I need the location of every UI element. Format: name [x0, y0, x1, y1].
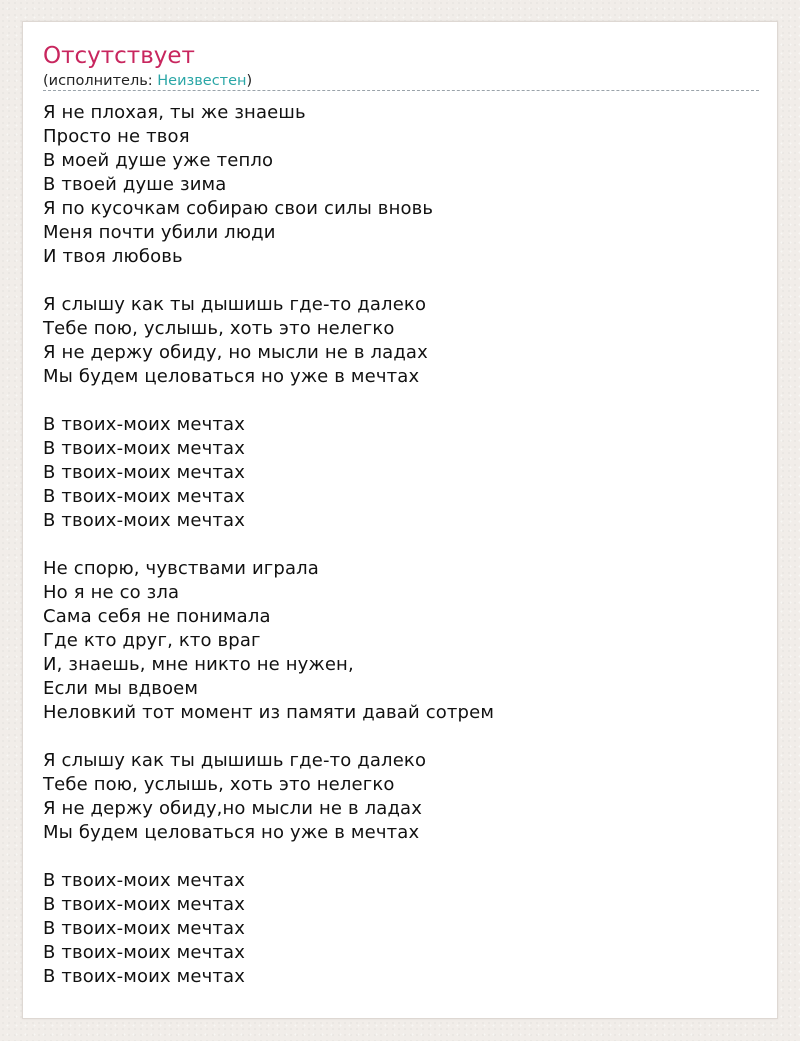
- stanza: [43, 557, 759, 725]
- stanza: [43, 869, 759, 989]
- lyric-line: Мы будем целоваться но уже в мечтах: [43, 366, 420, 387]
- lyric-line: Мы будем целоваться но уже в мечтах: [43, 822, 420, 843]
- lyric-line: Меня почти убили люди: [43, 222, 276, 243]
- artist-prefix: (исполнитель:: [43, 73, 158, 89]
- artist-line: [43, 72, 252, 90]
- artist-link[interactable]: Неизвестен: [157, 73, 247, 89]
- lyric-line: И твоя любовь: [43, 246, 183, 267]
- lyric-line: В твоих-моих мечтах: [43, 486, 245, 507]
- lyric-line: Я не держу обиду,но мысли не в ладах: [43, 798, 423, 819]
- lyrics-card: [22, 21, 778, 1019]
- lyric-line: Я по кусочкам собираю свои силы вновь: [43, 198, 434, 219]
- lyric-line: Тебе пою, услышь, хоть это нелегко: [43, 318, 395, 339]
- song-title: Отсутствует: [43, 43, 195, 69]
- stanza: [43, 293, 759, 389]
- lyric-line: Неловкий тот момент из памяти давай сотрем: [43, 702, 495, 723]
- lyric-line: В твоих-моих мечтах: [43, 870, 245, 891]
- lyric-line: В твоей душе зима: [43, 174, 227, 195]
- stanza: [43, 749, 759, 845]
- lyric-line: В твоих-моих мечтах: [43, 942, 245, 963]
- lyric-line: Я слышу как ты дышишь где-то далеко: [43, 750, 427, 771]
- artist-suffix: ): [246, 73, 253, 89]
- lyric-line: В твоих-моих мечтах: [43, 462, 245, 483]
- stanza: [43, 101, 759, 269]
- lyric-line: Я не плохая, ты же знаешь: [43, 102, 306, 123]
- lyric-line: Просто не твоя: [43, 126, 190, 147]
- lyric-line: Не спорю, чувствами играла: [43, 558, 319, 579]
- lyric-line: Я не держу обиду, но мысли не в ладах: [43, 342, 428, 363]
- lyric-line: Я слышу как ты дышишь где-то далеко: [43, 294, 427, 315]
- lyric-line: В твоих-моих мечтах: [43, 414, 245, 435]
- lyric-line: В твоих-моих мечтах: [43, 918, 245, 939]
- lyric-line: В твоих-моих мечтах: [43, 966, 245, 987]
- lyrics-text: [43, 101, 759, 989]
- lyric-line: Если мы вдвоем: [43, 678, 199, 699]
- lyric-line: И, знаешь, мне никто не нужен,: [43, 654, 354, 675]
- lyric-line: В твоих-моих мечтах: [43, 510, 245, 531]
- lyric-line: В моей душе уже тепло: [43, 150, 274, 171]
- stanza: [43, 413, 759, 533]
- lyric-line: В твоих-моих мечтах: [43, 894, 245, 915]
- title-divider: [43, 90, 759, 91]
- lyric-line: Тебе пою, услышь, хоть это нелегко: [43, 774, 395, 795]
- lyric-line: Сама себя не понимала: [43, 606, 271, 627]
- lyric-line: Где кто друг, кто враг: [43, 630, 261, 651]
- lyric-line: Но я не со зла: [43, 582, 180, 603]
- lyric-line: В твоих-моих мечтах: [43, 438, 245, 459]
